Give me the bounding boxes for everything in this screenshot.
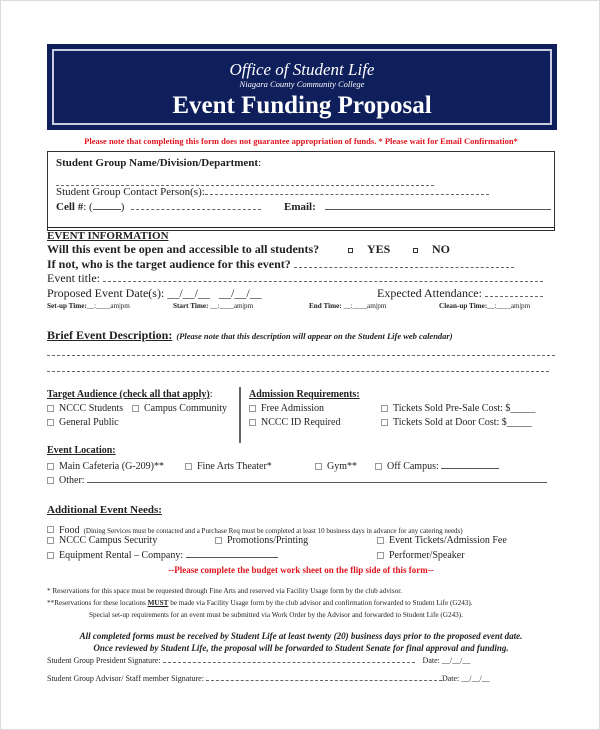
dates-label: Proposed Event Date(s):: [47, 286, 165, 300]
location-off-campus[interactable]: [375, 461, 499, 472]
contact-field[interactable]: [205, 193, 489, 195]
event-title-row: [47, 271, 543, 286]
checkbox[interactable]: [249, 405, 256, 412]
checkbox[interactable]: [381, 405, 388, 412]
need-performer[interactable]: [377, 550, 465, 561]
option-label: NCCC Campus Security: [59, 535, 158, 546]
target-audience-heading-row: [47, 389, 212, 400]
no-option[interactable]: [413, 242, 450, 257]
checkbox[interactable]: [381, 419, 388, 426]
yes-option[interactable]: [348, 242, 390, 257]
cell-label: Cell #: [56, 201, 84, 213]
needs-heading: Additional Event Needs:: [47, 504, 162, 516]
need-equipment[interactable]: [47, 550, 278, 561]
audience-campus-community[interactable]: [132, 403, 227, 414]
event-title-label: Event title:: [47, 271, 100, 285]
cleanup-time-label: Clean-up Time:: [439, 302, 488, 310]
end-time-label: End Time:: [309, 302, 342, 310]
area-code-field[interactable]: [93, 209, 121, 210]
description-line-1[interactable]: [47, 354, 555, 356]
column-divider: [239, 387, 241, 443]
option-label: Off Campus:: [387, 461, 439, 472]
location-cafeteria[interactable]: [47, 461, 164, 472]
option-label: Free Admission: [261, 403, 325, 414]
attendance-row: [377, 286, 543, 301]
checkbox[interactable]: [215, 537, 222, 544]
college-name: Niagara County Community College: [239, 79, 365, 89]
checkbox[interactable]: [375, 463, 382, 470]
checkbox[interactable]: [249, 419, 256, 426]
checkbox[interactable]: [47, 552, 54, 559]
footnote-must: MUST: [147, 599, 169, 607]
admission-presale[interactable]: [381, 403, 535, 414]
start-time-field[interactable]: __:____am|pm: [210, 302, 254, 310]
location-gym[interactable]: [315, 461, 357, 472]
option-label: NCCC Students: [59, 403, 124, 414]
start-time-label: Start Time:: [173, 302, 209, 310]
description-line-2[interactable]: [47, 370, 549, 372]
audience-general-public[interactable]: [47, 417, 119, 428]
event-info-heading: EVENT INFORMATION: [47, 230, 169, 242]
checkbox[interactable]: [47, 463, 54, 470]
attendance-label: Expected Attendance:: [377, 286, 482, 300]
checkbox[interactable]: [377, 537, 384, 544]
checkbox[interactable]: [132, 405, 139, 412]
equipment-company-field[interactable]: [186, 557, 278, 558]
end-time: [309, 302, 386, 310]
other-location-field[interactable]: [87, 482, 547, 483]
checkbox[interactable]: [377, 552, 384, 559]
description-heading: Brief Event Description:: [47, 328, 173, 342]
submission-line-2: Once reviewed by Student Life, the proposal will be forwarded to Student Senate for final approval and funding.: [93, 643, 509, 653]
group-name-colon: :: [258, 157, 262, 169]
option-label: Gym**: [327, 461, 357, 472]
need-tickets[interactable]: [377, 535, 507, 546]
budget-note: --Please complete the budget work sheet on the flip side of this form--: [168, 565, 434, 575]
no-label: NO: [432, 242, 450, 256]
header-banner: [47, 44, 557, 130]
description-heading-row: [47, 326, 453, 344]
section-divider: [47, 227, 555, 228]
attendance-field[interactable]: [485, 295, 543, 297]
target-audience-field[interactable]: [294, 266, 514, 268]
description-note: (Please note that this description will appear on the Student Life web calendar): [176, 331, 453, 341]
yes-label: YES: [367, 242, 391, 256]
option-label: Performer/Speaker: [389, 550, 465, 561]
option-label: Equipment Rental – Company:: [59, 550, 184, 561]
contact-row: [56, 186, 489, 198]
checkbox[interactable]: [47, 537, 54, 544]
footnote-double: [47, 599, 473, 607]
contact-label: Student Group Contact Person(s):: [56, 186, 205, 198]
footnote-single: * Reservations for this space must be requested through Fine Arts and reserved via Facility Usage form by the club advisor.: [47, 587, 403, 595]
advisor-signature-row: [47, 674, 490, 683]
footnote-double-post: be made via Facility Usage form by the club advisor and confirmation forwarded to Student Life (G243).: [168, 599, 473, 607]
target-question-row: [47, 257, 514, 272]
president-date-field[interactable]: __/__/__: [441, 656, 471, 665]
option-label: Other:: [59, 475, 85, 486]
yes-checkbox[interactable]: [348, 248, 353, 253]
food-note: (Dining Services must be contacted and a Purchase Req must be completed at least 10 business days in advance for any catering needs): [83, 527, 463, 535]
target-audience-colon: :: [209, 389, 213, 400]
form-title: Event Funding Proposal: [172, 92, 432, 119]
setup-time-label: Set-up Time:: [47, 302, 87, 310]
off-campus-field[interactable]: [441, 468, 499, 469]
advisor-date-field[interactable]: __/__/__: [461, 674, 490, 683]
event-dates-row: [47, 286, 262, 301]
checkbox[interactable]: [47, 526, 54, 533]
funding-notice: Please note that completing this form does not guarantee appropriation of funds. * Please wait for Email Confirmation*: [84, 136, 518, 146]
checkbox[interactable]: [47, 419, 54, 426]
footnote-double-pre: **Reservations for these locations: [47, 599, 148, 607]
office-name: Office of Student Life: [229, 60, 375, 79]
option-label: Promotions/Printing: [227, 535, 309, 546]
advisor-signature-label: Student Group Advisor/ Staff member Signature:: [47, 674, 204, 683]
cell-paren-open: : (: [83, 201, 93, 213]
advisor-date-label: Date:: [441, 674, 460, 683]
option-label: Tickets Sold Pre-Sale Cost: $_____: [393, 403, 536, 414]
president-signature-label: Student Group President Signature:: [47, 656, 161, 665]
checkbox[interactable]: [47, 405, 54, 412]
president-date-label: Date:: [422, 656, 440, 665]
checkbox[interactable]: [185, 463, 192, 470]
cell-paren-close: ): [120, 201, 125, 213]
president-signature-row: [47, 656, 470, 665]
audience-nccc-students[interactable]: [47, 403, 123, 414]
dates-field[interactable]: __/__/__ __/__/__: [167, 286, 262, 300]
admission-door[interactable]: [381, 417, 532, 428]
location-heading: Event Location:: [47, 445, 116, 456]
target-question: If not, who is the target audience for this event?: [47, 257, 291, 271]
open-question: Will this event be open and accessible to all students?: [47, 242, 320, 256]
option-label: Campus Community: [144, 403, 228, 414]
cell-number-field[interactable]: [131, 208, 261, 210]
admission-heading: Admission Requirements:: [249, 389, 360, 400]
need-security[interactable]: [47, 535, 157, 546]
president-signature-field[interactable]: [163, 661, 415, 663]
option-label: Fine Arts Theater*: [197, 461, 272, 472]
setup-time: [47, 302, 130, 310]
checkbox[interactable]: [47, 477, 54, 484]
option-label: NCCC ID Required: [261, 417, 341, 428]
option-label: General Public: [59, 417, 119, 428]
option-label: Event Tickets/Admission Fee: [389, 535, 507, 546]
header-banner-inner: [52, 49, 552, 125]
group-name-row: [56, 157, 261, 169]
option-label: Main Cafeteria (G-209)**: [59, 461, 164, 472]
group-info-box: [47, 151, 555, 231]
email-label: Email:: [284, 201, 316, 213]
group-name-label: Student Group Name/Division/Department: [56, 157, 259, 169]
email-field[interactable]: [325, 209, 551, 210]
cleanup-time: [439, 302, 530, 310]
target-audience-heading: Target Audience (check all that apply): [47, 389, 210, 400]
email-row: [284, 201, 551, 213]
need-promotions[interactable]: [215, 535, 308, 546]
checkbox[interactable]: [315, 463, 322, 470]
submission-line-1: All completed forms must be received by Student Life at least twenty (20) business days prior to the proposed event date.: [79, 631, 523, 641]
location-other[interactable]: [47, 475, 547, 486]
location-fine-arts[interactable]: [185, 461, 272, 472]
start-time: [173, 302, 253, 310]
setup-time-field[interactable]: __:____am|pm: [86, 302, 130, 310]
cleanup-time-field[interactable]: __:____am|pm: [487, 302, 531, 310]
no-checkbox[interactable]: [413, 248, 418, 253]
admission-free[interactable]: [249, 403, 324, 414]
footnote-setup: Special set-up requirements for an event must be submitted via Work Order by the Advisor and forwarded to Student Life (G243).: [89, 611, 463, 619]
option-label: Tickets Sold at Door Cost: $_____: [393, 417, 532, 428]
cell-row: [56, 201, 261, 213]
advisor-signature-field[interactable]: [206, 679, 442, 681]
end-time-field[interactable]: __:____am|pm: [343, 302, 387, 310]
admission-id-required[interactable]: [249, 417, 340, 428]
option-label: Food: [59, 525, 80, 536]
event-title-field[interactable]: [103, 280, 543, 282]
